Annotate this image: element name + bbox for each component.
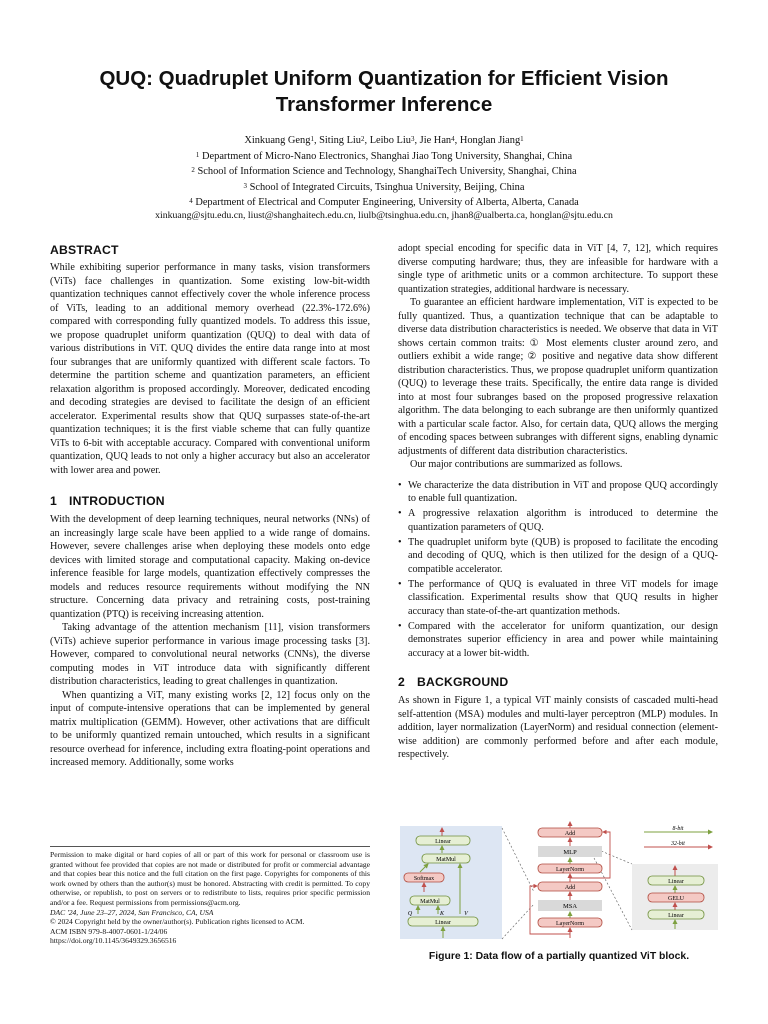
- block-layernorm-bottom-label: LayerNorm: [556, 921, 584, 927]
- contribution-item: • The quadruplet uniform byte (QUB) is proposed to facilitate the encoding and decoding of QUQ, which is then utilized for the design of a QUQ-compatible accelerator.: [398, 536, 718, 577]
- intro-paragraph-4: adopt special encoding for specific data in ViT [4, 7, 12], which requires diverse computing hardware; thus, they are infeasible for hardware with a single type of arithmetic units or a common architecture. To support these quantization strategies, additional hardware is necessary.: [398, 243, 718, 295]
- affiliation-text: Department of Micro-Nano Electronics, Shanghai Jiao Tong University, Shanghai, China: [199, 150, 573, 162]
- affiliation-text: School of Information Science and Technology, ShanghaiTech University, Shanghai, China: [194, 166, 577, 177]
- author-name: Xinkuang Geng: [244, 135, 311, 146]
- figure-caption: Figure 1: Data flow of a partially quantized ViT block.: [428, 951, 690, 962]
- block-layernorm-top-label: LayerNorm: [556, 867, 584, 873]
- footnote: [50, 850, 370, 946]
- block-add-bottom-label: Add: [564, 885, 576, 891]
- intro-title: INTRODUCTION: [68, 494, 165, 508]
- author-affiliation-mark: 4: [451, 135, 455, 143]
- affiliation-number: 2: [191, 166, 195, 174]
- attn-q-label: Q: [407, 911, 413, 917]
- copyright-notice: © 2024 Copyright held by the owner/author(s). Publication rights licensed to ACM.: [50, 917, 305, 927]
- author-affiliation-mark: 1: [310, 135, 314, 143]
- right-column: [398, 242, 718, 762]
- background-title: BACKGROUND: [416, 675, 509, 689]
- left-column: [50, 242, 370, 770]
- abstract-heading: ABSTRACT: [50, 243, 119, 257]
- affiliation-text: Department of Electrical and Computer Engineering, University of Alberta, Alberta, Canada: [192, 197, 579, 208]
- affiliation-number: 3: [243, 181, 247, 190]
- footnote-divider: [50, 846, 370, 847]
- contribution-item: • We characterize the data distribution in ViT and propose QUQ accordingly to enable full quantization.: [398, 479, 718, 506]
- affiliation-line: [60, 164, 708, 180]
- author-block: [60, 133, 708, 211]
- attn-matmul-top-label: MatMul: [436, 857, 456, 863]
- author-name: Honglan Jiang: [459, 135, 521, 146]
- background-paragraph: As shown in Figure 1, a typical ViT mainly consists of cascaded multi-head self-attention (MSA) modules and multi-layer perceptron (MLP) modules. In addition, layer normalization (LayerNorm) and residual connection (element-wise addition) are commonly performed before and after each module, respectively.: [398, 695, 718, 760]
- attn-linear-top-label: Linear: [435, 839, 451, 845]
- affiliation-line: [60, 195, 708, 211]
- author-emails: xinkuang@sjtu.edu.cn, liust@shanghaitech.edu.cn, liulb@tsinghua.edu.cn, jhan8@ualberta.ca, honglan@sjtu.edu.cn: [155, 210, 613, 221]
- author-list: Xinkuang Geng$^1$, Siting Liu$^2$, Leibo Liu$^3$, Jie Han$^4$, Honglan Jiang$^1$: [244, 135, 524, 146]
- mlp-linear-top-label: Linear: [668, 879, 684, 885]
- contribution-item: • A progressive relaxation algorithm is introduced to determine the quantization parameters of QUQ.: [398, 507, 718, 534]
- intro-paragraph-5: To guarantee an efficient hardware implementation, ViT is expected to be fully quantized. Thus, a quantization technique that can be adaptable to diverse data distribution characteristics is needed. We observe that data in ViT shows certain common traits: ① Most elements cluster around zero, and outliers exhibit a wide range; ② positive and negative data show different distribution characteristics. Thus, we propose quadruplet uniform quantization (QUQ) to leverage these traits. Specifically, the entire data range is divided into at most four subranges based on the proposed progressive relaxation algorithm. The data belonging to each subrange are then uniformly quantized with a particular scale factor. Also, for certain data, QUQ allows the merging of encoding spaces between subranges with different signs, enabling dynamic adjustments of different data distribution characteristics.: [398, 297, 718, 457]
- conference-info: DAC '24, June 23–27, 2024, San Francisco, CA, USA: [50, 907, 214, 917]
- attn-linear-bottom-label: Linear: [435, 920, 451, 926]
- affiliation-number: 4: [189, 197, 193, 205]
- affiliation-line: [60, 149, 708, 165]
- attn-k-label: K: [439, 911, 445, 917]
- doi-link[interactable]: https://doi.org/10.1145/3649329.3656516: [50, 936, 177, 946]
- block-mlp-label: MLP: [563, 849, 577, 856]
- author-name: Siting Liu: [319, 135, 361, 146]
- author-name: Leibo Liu: [369, 135, 411, 146]
- author-name: Jie Han: [419, 135, 452, 146]
- background-number: 2: [398, 675, 405, 689]
- legend-32bit-label: 32-bit: [671, 841, 685, 847]
- intro-paragraph-6: Our major contributions are summarized as follows.: [410, 459, 623, 470]
- affiliation-list: [60, 149, 708, 211]
- abstract-text: While exhibiting superior performance in many tasks, vision transformers (ViTs) face challenges in quantization. Some existing low-bit-width quantization techniques cannot effectively cover the whole inference process of ViTs, leading to an additional memory overhead (22.3%-172.6%) compared with corresponding fully quantized models. To address this issue, we propose quadruplet uniform quantization (QUQ) to deal with data of various distributions in ViT. QUQ divides the entire data range into at most four subranges that are uniformly quantized with different scale factors. To determine the partition scheme and quantization parameters, an efficient relaxation algorithm is proposed accordingly. Moreover, dedicated encoding and decoding strategies are devised to facilitate the design of an efficient accelerator. Experimental results show that QUQ surpasses state-of-the-art quantization techniques; it is the first viable scheme that can fully quantize ViTs to 6-bit with acceptable accuracy. Compared with conventional uniform quantization, QUQ leads to not only a higher accuracy but also an accelerator with lower area and power.: [50, 262, 370, 476]
- paper-title: QUQ: Quadruplet Uniform Quantization for Efficient Vision Transformer Inference: [99, 67, 669, 116]
- mlp-linear-bottom-label: Linear: [668, 913, 684, 919]
- mlp-gelu-label: GELU: [668, 896, 684, 902]
- contribution-list: [398, 479, 718, 661]
- intro-number: 1: [50, 494, 57, 508]
- block-add-top-label: Add: [564, 831, 576, 837]
- contribution-item: • Compared with the accelerator for uniform quantization, our design demonstrates superior efficiency in area and power while maintaining accuracy at a lower bit-width.: [398, 620, 718, 661]
- intro-heading: [50, 493, 370, 509]
- background-heading: [398, 674, 718, 690]
- attn-softmax-label: Softmax: [413, 876, 435, 882]
- legend-8bit-label: 8-bit: [672, 826, 684, 832]
- author-affiliation-mark: 1: [520, 135, 524, 143]
- intro-paragraph-2: Taking advantage of the attention mechanism [11], vision transformers (ViTs) achieve superior performance in various image processing tasks [3]. However, compared to convolutional neural networks (CNNs), the diverse computing modes in ViT introduce data with significantly different distribution characteristics, leading to great challenges in quantization.: [50, 622, 370, 687]
- isbn: ACM ISBN 979-8-4007-0601-1/24/06: [50, 926, 168, 936]
- contribution-item: • The performance of QUQ is evaluated in three ViT models for image classification. Experimental results show that QUQ results in higher accuracy than state-of-the-art quantization methods.: [398, 578, 718, 619]
- author-affiliation-mark: 3: [410, 135, 415, 143]
- figure-vit-dataflow: [398, 820, 720, 945]
- attn-matmul-bottom-label: MatMul: [420, 899, 440, 905]
- intro-paragraph-1: With the development of deep learning techniques, neural networks (NNs) of an increasingly large scale have been applied to a wide range of domains. However, severe challenges arise when deploying these models onto edge devices with limited storage and computational capacity. Making on-device inference feasible for large models, quantization effectively compresses the models and reduces resource requirements without modifying the NN structure. Concerning data privacy and retraining costs, post-training quantization (PTQ) is receiving increasing attention.: [50, 514, 370, 620]
- attn-v-label: V: [464, 911, 468, 917]
- affiliation-line: [60, 180, 708, 196]
- block-msa-label: MSA: [562, 903, 578, 910]
- permission-notice: Permission to make digital or hard copies of all or part of this work for personal or classroom use is granted without fee provided that copies are not made or distributed for profit or commercial advantage and that copies bear this notice and the full citation on the first page. Copyrights for components of this work owned by others than the author(s) must be honored. Abstracting with credit is permitted. To copy otherwise, or republish, to post on servers or to redistribute to lists, requires prior specific permission and/or a fee. Request permissions from permissions@acm.org.: [50, 850, 370, 907]
- affiliation-text: School of Integrated Circuits, Tsinghua University, Beijing, China: [247, 181, 525, 193]
- intro-paragraph-3: When quantizing a ViT, many existing works [2, 12] focus only on the input of compute-intensive operations that can be implemented by general matrix multiplication (GEMM). However, other activations that are difficult to be uniformly quantized remain untouched, which results in a significant resource overhead for inference, including extra floating-point operations and increased memory. Additionally, some works: [50, 689, 370, 768]
- author-affiliation-mark: 2: [361, 135, 365, 143]
- affiliation-number: 1: [195, 150, 200, 159]
